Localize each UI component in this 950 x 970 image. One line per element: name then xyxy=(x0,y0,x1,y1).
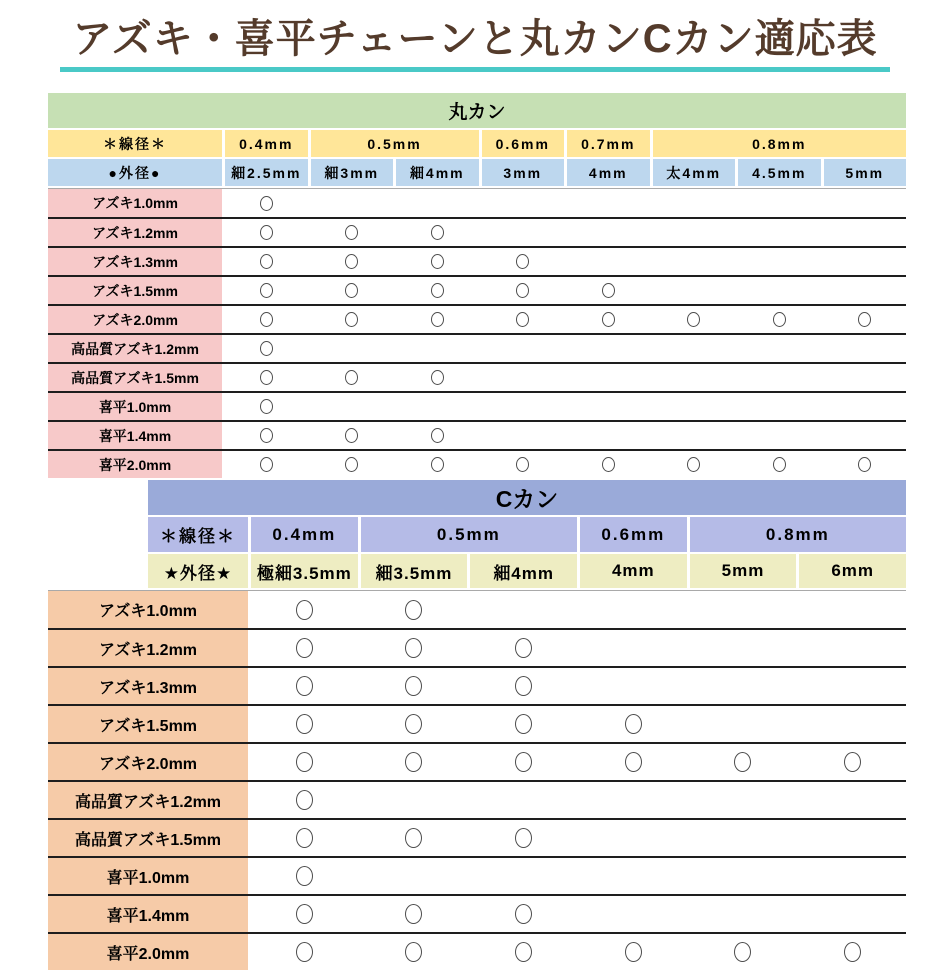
compatibility-circle-icon xyxy=(516,283,529,298)
row-label: 喜平2.0mm xyxy=(48,934,248,970)
row-label: アズキ1.5mm xyxy=(48,277,222,304)
row-label: アズキ1.0mm xyxy=(48,189,222,217)
compatibility-circle-icon xyxy=(625,752,642,772)
compatibility-circle-icon xyxy=(296,714,313,734)
outer-diameter-value: 細4mm xyxy=(470,554,577,588)
mark-cell xyxy=(225,277,308,304)
compatibility-circle-icon xyxy=(405,752,422,772)
compatibility-circle-icon xyxy=(405,638,422,658)
mark-cell xyxy=(690,896,797,932)
mark-cell xyxy=(361,820,468,856)
mark-cell xyxy=(580,782,687,818)
mark-cell xyxy=(396,364,479,391)
mark-cell xyxy=(690,934,797,970)
compatibility-circle-icon xyxy=(844,942,861,962)
mark-cell xyxy=(396,393,479,420)
ckan-table-body xyxy=(48,590,906,970)
row-label: 喜平1.4mm xyxy=(48,422,222,449)
outer-diameter-value: 太4mm xyxy=(653,159,736,186)
row-label: アズキ1.5mm xyxy=(48,706,248,742)
outer-diameter-value: 細4mm xyxy=(396,159,479,186)
row-label: 高品質アズキ1.5mm xyxy=(48,364,222,391)
mark-cell xyxy=(470,706,577,742)
compatibility-circle-icon xyxy=(602,283,615,298)
mark-cell xyxy=(311,422,394,449)
compatibility-circle-icon xyxy=(858,457,871,472)
mark-cell xyxy=(824,335,907,362)
mark-cell xyxy=(738,335,821,362)
mark-cell xyxy=(396,277,479,304)
mark-cell xyxy=(225,306,308,333)
compatibility-circle-icon xyxy=(260,341,273,356)
wire-diameter-value: 0.5mm xyxy=(361,517,577,552)
row-label: 高品質アズキ1.2mm xyxy=(48,335,222,362)
mark-cell xyxy=(311,219,394,246)
mark-cell xyxy=(580,591,687,628)
wire-diameter-value: 0.6mm xyxy=(482,130,565,157)
compatibility-circle-icon xyxy=(296,904,313,924)
mark-cell xyxy=(580,668,687,704)
mark-cell xyxy=(690,630,797,666)
ckan-wire-diameter-row xyxy=(148,517,906,552)
mark-cell xyxy=(470,896,577,932)
table-row xyxy=(48,275,906,304)
mark-cell xyxy=(361,668,468,704)
table-row xyxy=(48,932,906,970)
compatibility-circle-icon xyxy=(260,254,273,269)
table-row xyxy=(48,856,906,894)
mark-cell xyxy=(361,630,468,666)
mark-cell xyxy=(251,744,358,780)
ckan-outer-diameter-row xyxy=(148,554,906,588)
compatibility-circle-icon xyxy=(405,600,422,620)
compatibility-circle-icon xyxy=(345,283,358,298)
mark-cell xyxy=(396,248,479,275)
mark-cell xyxy=(567,451,650,478)
table-row xyxy=(48,628,906,666)
outer-diameter-value: 4mm xyxy=(567,159,650,186)
table-row xyxy=(48,333,906,362)
compatibility-circle-icon xyxy=(516,254,529,269)
outer-diameter-label: ●外径● xyxy=(48,159,222,186)
mark-cell xyxy=(251,782,358,818)
mark-cell xyxy=(225,189,308,217)
table-row xyxy=(48,666,906,704)
compatibility-circle-icon xyxy=(515,942,532,962)
mark-cell xyxy=(251,820,358,856)
mark-cell xyxy=(653,451,736,478)
mark-cell xyxy=(251,858,358,894)
row-label: アズキ1.3mm xyxy=(48,248,222,275)
mark-cell xyxy=(738,393,821,420)
compatibility-circle-icon xyxy=(260,196,273,211)
mark-cell xyxy=(396,451,479,478)
mark-cell xyxy=(470,630,577,666)
mark-cell xyxy=(580,744,687,780)
mark-cell xyxy=(799,668,906,704)
mark-cell xyxy=(396,306,479,333)
table-row xyxy=(48,894,906,932)
mark-cell xyxy=(311,393,394,420)
mark-cell xyxy=(580,820,687,856)
compatibility-circle-icon xyxy=(515,638,532,658)
compatibility-circle-icon xyxy=(602,312,615,327)
mark-cell xyxy=(690,591,797,628)
row-label: 喜平2.0mm xyxy=(48,451,222,478)
compatibility-circle-icon xyxy=(405,828,422,848)
mark-cell xyxy=(567,189,650,217)
mark-cell xyxy=(824,219,907,246)
compatibility-circle-icon xyxy=(431,457,444,472)
compatibility-circle-icon xyxy=(296,638,313,658)
compatibility-circle-icon xyxy=(516,312,529,327)
mark-cell xyxy=(361,858,468,894)
mark-cell xyxy=(738,189,821,217)
mark-cell xyxy=(653,364,736,391)
mark-cell xyxy=(361,896,468,932)
compatibility-circle-icon xyxy=(260,312,273,327)
mark-cell xyxy=(567,393,650,420)
wire-diameter-label: ＊線径＊ xyxy=(148,517,248,552)
mark-cell xyxy=(251,591,358,628)
row-label: 高品質アズキ1.2mm xyxy=(48,782,248,818)
compatibility-circle-icon xyxy=(515,714,532,734)
compatibility-circle-icon xyxy=(625,714,642,734)
mark-cell xyxy=(799,591,906,628)
row-label: 高品質アズキ1.5mm xyxy=(48,820,248,856)
mark-cell xyxy=(580,858,687,894)
table-row xyxy=(48,590,906,628)
mark-cell xyxy=(690,820,797,856)
table-row xyxy=(48,780,906,818)
row-label: 喜平1.0mm xyxy=(48,393,222,420)
mark-cell xyxy=(653,189,736,217)
mark-cell xyxy=(470,858,577,894)
mark-cell xyxy=(251,706,358,742)
mark-cell xyxy=(738,306,821,333)
mark-cell xyxy=(470,934,577,970)
compatibility-circle-icon xyxy=(345,370,358,385)
mark-cell xyxy=(225,364,308,391)
row-label: アズキ1.2mm xyxy=(48,219,222,246)
mark-cell xyxy=(580,706,687,742)
compatibility-circle-icon xyxy=(625,942,642,962)
mark-cell xyxy=(824,393,907,420)
mark-cell xyxy=(799,934,906,970)
mark-cell xyxy=(396,189,479,217)
table-row xyxy=(48,217,906,246)
mark-cell xyxy=(470,782,577,818)
mark-cell xyxy=(653,393,736,420)
compatibility-circle-icon xyxy=(260,225,273,240)
table-row xyxy=(48,742,906,780)
mark-cell xyxy=(567,422,650,449)
wire-diameter-value: 0.6mm xyxy=(580,517,687,552)
mark-cell xyxy=(482,306,565,333)
wire-diameter-value: 0.7mm xyxy=(567,130,650,157)
mark-cell xyxy=(799,782,906,818)
title-area xyxy=(0,0,950,72)
outer-diameter-value: 4mm xyxy=(580,554,687,588)
table-row xyxy=(48,246,906,275)
compatibility-circle-icon xyxy=(296,600,313,620)
mark-cell xyxy=(690,744,797,780)
mark-cell xyxy=(653,306,736,333)
mark-cell xyxy=(824,277,907,304)
marukan-table-title: 丸カン xyxy=(48,93,906,128)
mark-cell xyxy=(361,744,468,780)
mark-cell xyxy=(225,422,308,449)
compatibility-circle-icon xyxy=(431,225,444,240)
mark-cell xyxy=(653,277,736,304)
mark-cell xyxy=(482,248,565,275)
compatibility-circle-icon xyxy=(345,254,358,269)
mark-cell xyxy=(824,364,907,391)
compatibility-circle-icon xyxy=(515,828,532,848)
mark-cell xyxy=(251,934,358,970)
wire-diameter-value: 0.4mm xyxy=(251,517,358,552)
mark-cell xyxy=(567,219,650,246)
compatibility-circle-icon xyxy=(345,312,358,327)
outer-diameter-value: 5mm xyxy=(690,554,797,588)
mark-cell xyxy=(567,248,650,275)
mark-cell xyxy=(738,248,821,275)
mark-cell xyxy=(690,858,797,894)
mark-cell xyxy=(567,364,650,391)
compatibility-circle-icon xyxy=(687,312,700,327)
compatibility-circle-icon xyxy=(405,904,422,924)
outer-diameter-value: 4.5mm xyxy=(738,159,821,186)
mark-cell xyxy=(580,934,687,970)
mark-cell xyxy=(396,219,479,246)
outer-diameter-value: 細3mm xyxy=(311,159,394,186)
mark-cell xyxy=(361,934,468,970)
compatibility-circle-icon xyxy=(345,225,358,240)
mark-cell xyxy=(311,248,394,275)
mark-cell xyxy=(738,451,821,478)
outer-diameter-value: 6mm xyxy=(799,554,906,588)
mark-cell xyxy=(799,896,906,932)
mark-cell xyxy=(824,248,907,275)
table-row xyxy=(48,818,906,856)
mark-cell xyxy=(799,744,906,780)
compatibility-circle-icon xyxy=(296,828,313,848)
compatibility-circle-icon xyxy=(405,942,422,962)
mark-cell xyxy=(690,668,797,704)
mark-cell xyxy=(580,896,687,932)
compatibility-circle-icon xyxy=(431,254,444,269)
mark-cell xyxy=(824,422,907,449)
outer-diameter-value: 細2.5mm xyxy=(225,159,308,186)
mark-cell xyxy=(482,219,565,246)
mark-cell xyxy=(225,248,308,275)
compatibility-circle-icon xyxy=(431,312,444,327)
row-label: アズキ2.0mm xyxy=(48,744,248,780)
mark-cell xyxy=(738,277,821,304)
compatibility-circle-icon xyxy=(734,942,751,962)
mark-cell xyxy=(824,306,907,333)
compatibility-circle-icon xyxy=(260,399,273,414)
mark-cell xyxy=(311,189,394,217)
wire-diameter-value: 0.5mm xyxy=(311,130,479,157)
table-row xyxy=(48,449,906,478)
mark-cell xyxy=(824,451,907,478)
compatibility-circle-icon xyxy=(431,370,444,385)
row-label: 喜平1.0mm xyxy=(48,858,248,894)
mark-cell xyxy=(690,706,797,742)
wire-diameter-value: 0.8mm xyxy=(653,130,907,157)
outer-diameter-value: 極細3.5mm xyxy=(251,554,358,588)
compatibility-circle-icon xyxy=(260,283,273,298)
outer-diameter-value: 5mm xyxy=(824,159,907,186)
compatibility-circle-icon xyxy=(260,457,273,472)
outer-diameter-value: 細3.5mm xyxy=(361,554,468,588)
mark-cell xyxy=(225,219,308,246)
marukan-table xyxy=(48,93,906,478)
mark-cell xyxy=(311,364,394,391)
table-row xyxy=(48,304,906,333)
mark-cell xyxy=(567,306,650,333)
mark-cell xyxy=(824,189,907,217)
row-label: アズキ2.0mm xyxy=(48,306,222,333)
ckan-table xyxy=(48,480,906,970)
table-row xyxy=(48,420,906,449)
mark-cell xyxy=(799,630,906,666)
mark-cell xyxy=(311,335,394,362)
wire-diameter-value: 0.8mm xyxy=(690,517,906,552)
mark-cell xyxy=(690,782,797,818)
compatibility-circle-icon xyxy=(515,676,532,696)
compatibility-circle-icon xyxy=(515,752,532,772)
mark-cell xyxy=(470,668,577,704)
mark-cell xyxy=(580,630,687,666)
compatibility-circle-icon xyxy=(431,283,444,298)
compatibility-circle-icon xyxy=(773,312,786,327)
mark-cell xyxy=(482,393,565,420)
mark-cell xyxy=(361,706,468,742)
mark-cell xyxy=(482,422,565,449)
compatibility-circle-icon xyxy=(345,428,358,443)
compatibility-circle-icon xyxy=(773,457,786,472)
mark-cell xyxy=(653,248,736,275)
compatibility-circle-icon xyxy=(844,752,861,772)
row-label: 喜平1.4mm xyxy=(48,896,248,932)
mark-cell xyxy=(799,858,906,894)
outer-diameter-value: 3mm xyxy=(482,159,565,186)
mark-cell xyxy=(482,335,565,362)
mark-cell xyxy=(738,422,821,449)
mark-cell xyxy=(225,335,308,362)
mark-cell xyxy=(482,364,565,391)
marukan-outer-diameter-row xyxy=(48,159,906,186)
mark-cell xyxy=(311,451,394,478)
mark-cell xyxy=(738,364,821,391)
wire-diameter-value: 0.4mm xyxy=(225,130,308,157)
wire-diameter-label: ＊線径＊ xyxy=(48,130,222,157)
mark-cell xyxy=(251,668,358,704)
marukan-table-body xyxy=(48,188,906,478)
mark-cell xyxy=(653,335,736,362)
outer-diameter-label: ★外径★ xyxy=(148,554,248,588)
row-label: アズキ1.0mm xyxy=(48,591,248,628)
compatibility-circle-icon xyxy=(296,942,313,962)
compatibility-circle-icon xyxy=(687,457,700,472)
ckan-table-title: Cカン xyxy=(148,480,906,515)
marukan-wire-diameter-row xyxy=(48,130,906,157)
compatibility-circle-icon xyxy=(858,312,871,327)
mark-cell xyxy=(361,782,468,818)
page-title: アズキ・喜平チェーンと丸カンCカン適応表 xyxy=(60,15,889,72)
mark-cell xyxy=(470,820,577,856)
compatibility-circle-icon xyxy=(296,676,313,696)
table-row xyxy=(48,704,906,742)
table-row xyxy=(48,362,906,391)
mark-cell xyxy=(225,451,308,478)
compatibility-circle-icon xyxy=(296,752,313,772)
mark-cell xyxy=(251,896,358,932)
mark-cell xyxy=(799,820,906,856)
compatibility-circle-icon xyxy=(734,752,751,772)
mark-cell xyxy=(567,335,650,362)
mark-cell xyxy=(653,219,736,246)
mark-cell xyxy=(482,189,565,217)
mark-cell xyxy=(396,422,479,449)
row-label: アズキ1.2mm xyxy=(48,630,248,666)
compatibility-circle-icon xyxy=(602,457,615,472)
mark-cell xyxy=(799,706,906,742)
mark-cell xyxy=(567,277,650,304)
mark-cell xyxy=(396,335,479,362)
mark-cell xyxy=(470,591,577,628)
compatibility-circle-icon xyxy=(431,428,444,443)
mark-cell xyxy=(482,277,565,304)
mark-cell xyxy=(225,393,308,420)
mark-cell xyxy=(311,277,394,304)
mark-cell xyxy=(482,451,565,478)
compatibility-circle-icon xyxy=(260,428,273,443)
mark-cell xyxy=(311,306,394,333)
compatibility-circle-icon xyxy=(296,866,313,886)
compatibility-circle-icon xyxy=(260,370,273,385)
table-row xyxy=(48,188,906,217)
compatibility-circle-icon xyxy=(296,790,313,810)
mark-cell xyxy=(251,630,358,666)
compatibility-circle-icon xyxy=(516,457,529,472)
mark-cell xyxy=(361,591,468,628)
compatibility-circle-icon xyxy=(345,457,358,472)
mark-cell xyxy=(653,422,736,449)
mark-cell xyxy=(738,219,821,246)
mark-cell xyxy=(470,744,577,780)
compatibility-circle-icon xyxy=(515,904,532,924)
row-label: アズキ1.3mm xyxy=(48,668,248,704)
table-row xyxy=(48,391,906,420)
compatibility-circle-icon xyxy=(405,714,422,734)
compatibility-circle-icon xyxy=(405,676,422,696)
